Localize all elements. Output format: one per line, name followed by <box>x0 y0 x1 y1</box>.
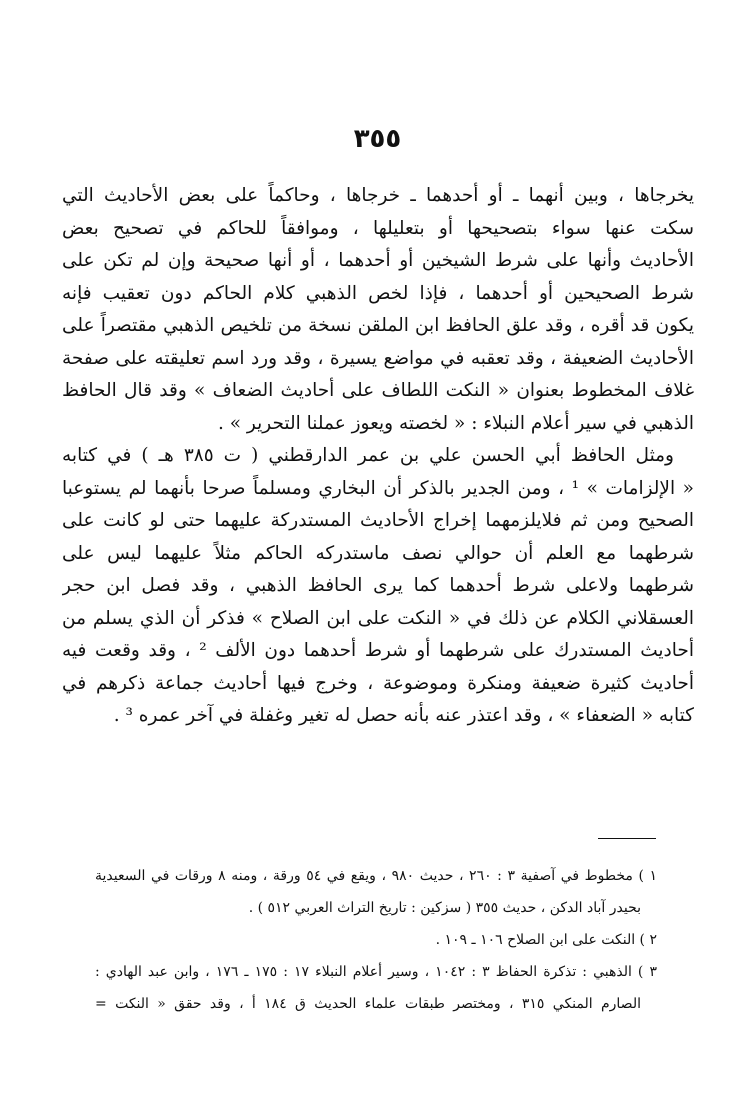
body-line-13: شرطهما ولاعلى شرط أحدهما كما يرى الحافظ الذهبي ، وقد فصل ابن حجر <box>62 575 694 596</box>
footnote-line-1: ١ ) مخطوط في آصفية ٣ : ٢٦٠ ، حديث ٩٨٠ ، ويقع في ٥٤ ورقة ، ومنه ٨ ورقات في السعيدية <box>95 868 657 884</box>
body-line-5: يكون قد أقره ، وقد علق الحافظ ابن الملقن نسخة من تلخيص الذهبي مقتصراً على <box>62 315 694 336</box>
footnotes <box>95 860 657 1020</box>
body-line-10: « الإلزامات » ¹ ، ومن الجدير بالذكر أن البخاري ومسلماً صرحا بأنهما لم يستوعبا <box>62 477 694 499</box>
body-line-14: العسقلاني الكلام عن ذلك في « النكت على ابن الصلاح » فذكر أن الذي يسلم من <box>62 607 694 629</box>
body-text <box>62 180 694 733</box>
footnote-line-2: بحيدر آباد الدكن ، حديث ٣٥٥ ( سزكين : تاريخ التراث العربي ٥١٢ ) . <box>248 900 641 916</box>
footnote-line-5: الصارم المنكي ٣١٥ ، ومختصر طبقات علماء الحديث ق ١٨٤ أ ، وقد حقق « النكت = <box>95 996 641 1012</box>
body-line-1: يخرجاها ، وبين أنهما ـ أو أحدهما ـ خرجاها ، وحاكماً على بعض الأحاديث التي <box>62 185 694 206</box>
body-line-2: سكت عنها سواء بتصحيحها أو بتعليلها ، وموافقاً للحاكم في تصحيح بعض <box>62 217 694 239</box>
body-line-17: كتابه « الضعفاء » ، وقد اعتذر عنه بأنه حصل له تغير وغفلة في آخر عمره ³ . <box>113 705 694 726</box>
body-line-3: الأحاديث وأنها على شرط الشيخين أو أحدهما ، أو أنها صحيحة وإن لم تكن على <box>62 250 694 271</box>
body-line-11: الصحيح ومن ثم فلايلزمهما إخراج الأحاديث المستدركة عليهما حتى لو كانت على <box>62 510 694 531</box>
footnote-divider <box>598 838 656 839</box>
body-line-4: شرط الصحيحين أو أحدهما ، فإذا لخص الذهبي كلام الحاكم دون تعقيب فإنه <box>62 282 694 304</box>
body-line-7: غلاف المخطوط بعنوان « النكت اللطاف على أحاديث الضعاف » وقد قال الحافظ <box>62 380 694 401</box>
body-line-15: أحاديث المستدرك على شرطهما أو شرط أحدهما دون الألف ² ، وقد وقعت فيه <box>62 640 694 661</box>
body-line-12: شرطهما مع العلم أن حوالي نصف ماستدركه الحاكم مثلاً عليهما ليس على <box>62 542 694 564</box>
footnote-line-4: ٣ ) الذهبي : تذكرة الحفاظ ٣ : ١٠٤٢ ، وسير أعلام النبلاء ١٧ : ١٧٥ ـ ١٧٦ ، وابن عبد الهادي : <box>95 964 657 980</box>
body-line-16: أحاديث كثيرة ضعيفة ومنكرة وموضوعة ، وخرج فيها أحاديث جماعة ذكرهم في <box>62 672 694 694</box>
footnote-line-3: ٢ ) النكت على ابن الصلاح ١٠٦ ـ ١٠٩ . <box>435 932 657 948</box>
body-line-6: الأحاديث الضعيفة ، وقد تعقبه في مواضع يسيرة ، وقد ورد اسم تعليقته على صفحة <box>62 347 694 369</box>
body-line-9: ومثل الحافظ أبي الحسن علي بن عمر الدارقطني ( ت ٣٨٥ هـ ) في كتابه <box>62 445 674 466</box>
page-number: ٣٥٥ <box>353 124 402 154</box>
body-line-8: الذهبي في سير أعلام النبلاء : « لخصته ويعوز عملنا التحرير » . <box>217 412 694 434</box>
